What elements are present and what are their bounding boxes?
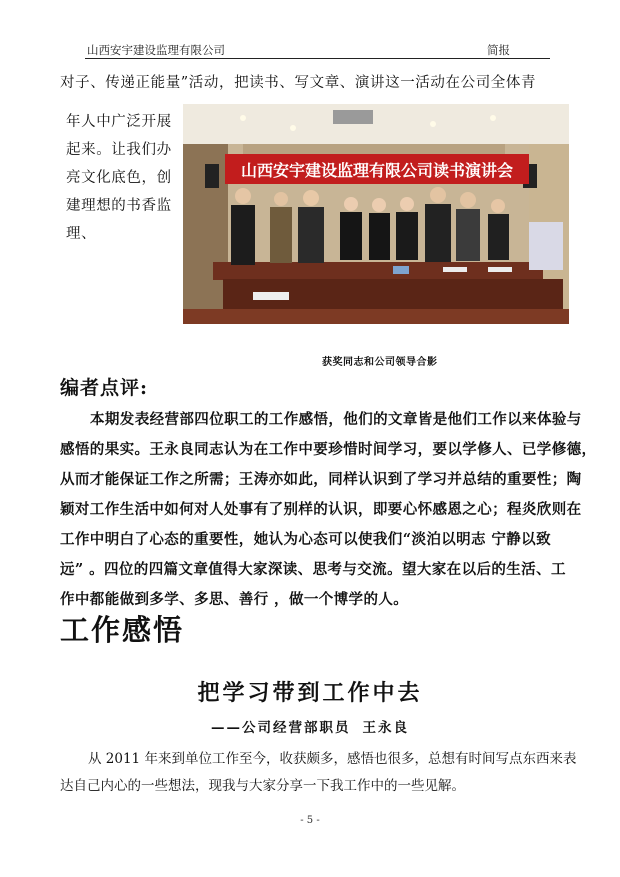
editor-line: 远” 。四位的四篇文章值得大家深读、思考与交流。望大家在以后的生活、工 (60, 561, 566, 578)
byline-author: 王永良 (362, 720, 409, 736)
side-text-line: 起来。让我们办 (66, 142, 172, 158)
side-text-line: 亮文化底色，创 (66, 170, 172, 186)
side-text-line: 建理想的书香监 (66, 198, 172, 214)
article-line: 达自己内心的一些想法，现我与大家分享一下我工作中的一些见解。 (60, 778, 465, 794)
intro-line: 对子、传递正能量”活动，把读书、写文章、演讲这一活动在公司全体青 (60, 75, 537, 91)
article-body (60, 746, 580, 800)
editor-comment (60, 405, 597, 615)
article-title: 把学习带到工作中去 (197, 680, 423, 706)
banner-text: 山西安宇建设监理有限公司读书演讲会 (240, 161, 514, 180)
header-section: 简报 (487, 43, 510, 57)
page-number: - 5 - (300, 815, 320, 826)
group-photo (183, 104, 569, 324)
side-text-line: 理、 (66, 226, 97, 242)
byline-role: ——公司经营部职员 (211, 720, 351, 736)
side-text (66, 108, 186, 248)
article-byline (0, 716, 620, 736)
article-line: 从 2011 年来到单位工作至今，收获颇多，感悟也很多，总想有时间写点东西来表 (88, 751, 577, 767)
editor-heading: 编者点评: (60, 377, 149, 399)
side-text-line: 年人中广泛开展 (66, 114, 172, 130)
section-title: 工作感悟 (60, 613, 185, 647)
editor-line: 本期发表经营部四位职工的工作感悟，他们的文章皆是他们工作以来体验与 (90, 411, 582, 428)
page-header (85, 40, 550, 59)
editor-line: 作中都能做到多学、多思、善行 ，做一个博学的人。 (60, 591, 409, 608)
photo-caption: 获奖同志和公司领导合影 (322, 357, 438, 368)
editor-line: 感悟的果实。王永良同志认为在工作中要珍惜时间学习，要以学修人、已学修德， (60, 441, 597, 458)
editor-line: 颖对工作生活中如何对人处事有了别样的认识，即要心怀感恩之心；程炎欣则在 (60, 501, 582, 518)
header-company: 山西安宇建设监理有限公司 (87, 43, 225, 57)
editor-line: 从而才能保证工作之所需；王涛亦如此，同样认识到了学习并总结的重要性；陶 (60, 471, 582, 488)
editor-line: 工作中明白了心态的重要性，她认为心态可以使我们“淡泊以明志 宁静以致 (60, 531, 551, 548)
